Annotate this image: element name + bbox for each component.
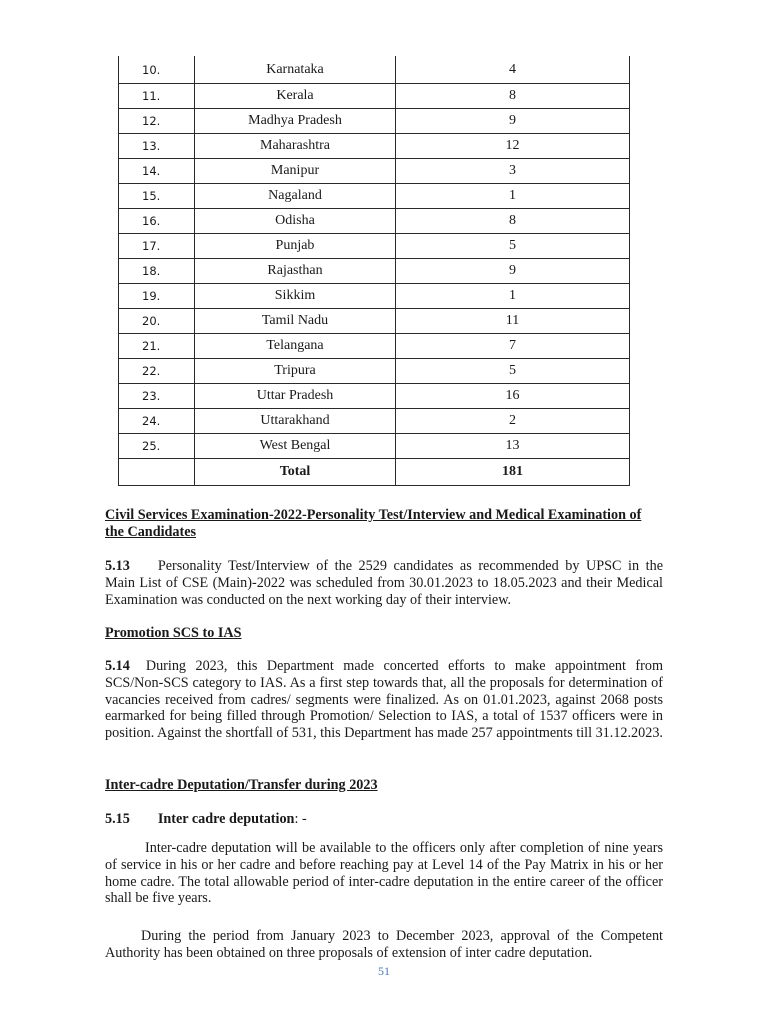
row-number: 25.	[119, 434, 195, 459]
row-number: 15.	[119, 184, 195, 209]
state-count: 3	[396, 159, 630, 184]
page-number: 51	[378, 964, 390, 978]
state-count: 5	[396, 359, 630, 384]
state-name: Kerala	[195, 84, 396, 109]
table-row	[119, 184, 630, 209]
row-number: 23.	[119, 384, 195, 409]
table-row	[119, 359, 630, 384]
table-row	[119, 234, 630, 259]
inter-cadre-heading: Inter-cadre Deputation/Transfer during 2023	[105, 777, 378, 793]
table-row	[119, 209, 630, 234]
state-count: 8	[396, 84, 630, 109]
state-name: Nagaland	[195, 184, 396, 209]
state-name: Uttarakhand	[195, 409, 396, 434]
row-number: 21.	[119, 334, 195, 359]
table-row	[119, 134, 630, 159]
row-number: 24.	[119, 409, 195, 434]
row-number: 14.	[119, 159, 195, 184]
paragraph-5-14	[105, 658, 663, 742]
paragraph-number: 5.13	[105, 558, 130, 574]
state-count: 2	[396, 409, 630, 434]
row-number: 22.	[119, 359, 195, 384]
state-count: 5	[396, 234, 630, 259]
table-row	[119, 384, 630, 409]
total-row	[119, 459, 630, 486]
row-number: 11.	[119, 84, 195, 109]
state-name: Karnataka	[195, 56, 396, 84]
state-count: 1	[396, 284, 630, 309]
empty-cell	[119, 459, 195, 486]
table-row	[119, 434, 630, 459]
paragraph-text: During the period from January 2023 to December 2023, approval of the Competent Authority has been obtained on three proposals of extension of inter cadre deputation.	[105, 928, 663, 961]
state-name: Rajasthan	[195, 259, 396, 284]
table-row	[119, 109, 630, 134]
state-count: 8	[396, 209, 630, 234]
paragraph-5-13	[105, 558, 663, 608]
paragraph-number: 5.15	[105, 811, 130, 827]
table-body	[119, 56, 630, 486]
inter-cadre-deputation-title: Inter cadre deputation	[157, 811, 295, 827]
total-value: 181	[396, 459, 630, 486]
cse-interview-heading: Civil Services Examination-2022-Personality Test/Interview and Medical Examination of the Candidates	[105, 507, 642, 540]
paragraph-text: Inter-cadre deputation will be available to the officers only after completion of nine years of service in his or her cadre and before reaching pay at Level 14 of the Pay Matrix in his or her home cadre. The total allowable period of inter-cadre deputation in the entire career of the officer shall be five years.	[105, 840, 663, 907]
state-name: West Bengal	[195, 434, 396, 459]
state-name: Odisha	[195, 209, 396, 234]
state-count: 1	[396, 184, 630, 209]
row-number: 17.	[119, 234, 195, 259]
state-count: 7	[396, 334, 630, 359]
state-name: Punjab	[195, 234, 396, 259]
state-name: Sikkim	[195, 284, 396, 309]
inter-cadre-paragraph-1	[105, 840, 663, 907]
state-count: 12	[396, 134, 630, 159]
row-number: 13.	[119, 134, 195, 159]
inter-cadre-paragraph-2	[105, 928, 663, 962]
row-number: 19.	[119, 284, 195, 309]
paragraph-number: 5.14	[105, 658, 130, 674]
table-row	[119, 56, 630, 84]
state-name: Uttar Pradesh	[195, 384, 396, 409]
state-count: 9	[396, 109, 630, 134]
table-row	[119, 259, 630, 284]
row-number: 12.	[119, 109, 195, 134]
paragraph-text: During 2023, this Department made concerted efforts to make appointment from SCS/Non-SCS category to IAS. As a first step towards that, all the proposals for determination of vacancies received from cadres/ segments were finalized. As on 01.01.2023, against 2068 posts earmarked for being filled through Promotion/ Selection to IAS, a total of 1537 officers were in position. Against the shortfall of 531, this Department has made 257 appointments till 31.12.2023.	[105, 658, 663, 742]
table-row	[119, 284, 630, 309]
row-number: 20.	[119, 309, 195, 334]
total-label: Total	[195, 459, 396, 486]
paragraph-text: Personality Test/Interview of the 2529 candidates as recommended by UPSC in the Main List of CSE (Main)-2022 was scheduled from 30.01.2023 to 18.05.2023 and their Medical Examination was conducted on the next working day of their interview.	[105, 558, 663, 608]
state-name: Madhya Pradesh	[195, 109, 396, 134]
state-count: 13	[396, 434, 630, 459]
state-count: 16	[396, 384, 630, 409]
paragraph-5-15-title	[105, 811, 663, 828]
row-number: 16.	[119, 209, 195, 234]
state-name: Maharashtra	[195, 134, 396, 159]
state-count: 4	[396, 56, 630, 84]
promotion-heading: Promotion SCS to IAS	[105, 625, 242, 641]
state-allocation-table	[118, 56, 630, 486]
state-count: 9	[396, 259, 630, 284]
title-suffix: : -	[294, 811, 307, 827]
table-row	[119, 84, 630, 109]
state-name: Telangana	[195, 334, 396, 359]
table-row	[119, 409, 630, 434]
table-row	[119, 334, 630, 359]
state-name: Manipur	[195, 159, 396, 184]
row-number: 10.	[119, 56, 195, 84]
row-number: 18.	[119, 259, 195, 284]
state-name: Tamil Nadu	[195, 309, 396, 334]
state-count: 11	[396, 309, 630, 334]
state-name: Tripura	[195, 359, 396, 384]
table-row	[119, 159, 630, 184]
table-row	[119, 309, 630, 334]
